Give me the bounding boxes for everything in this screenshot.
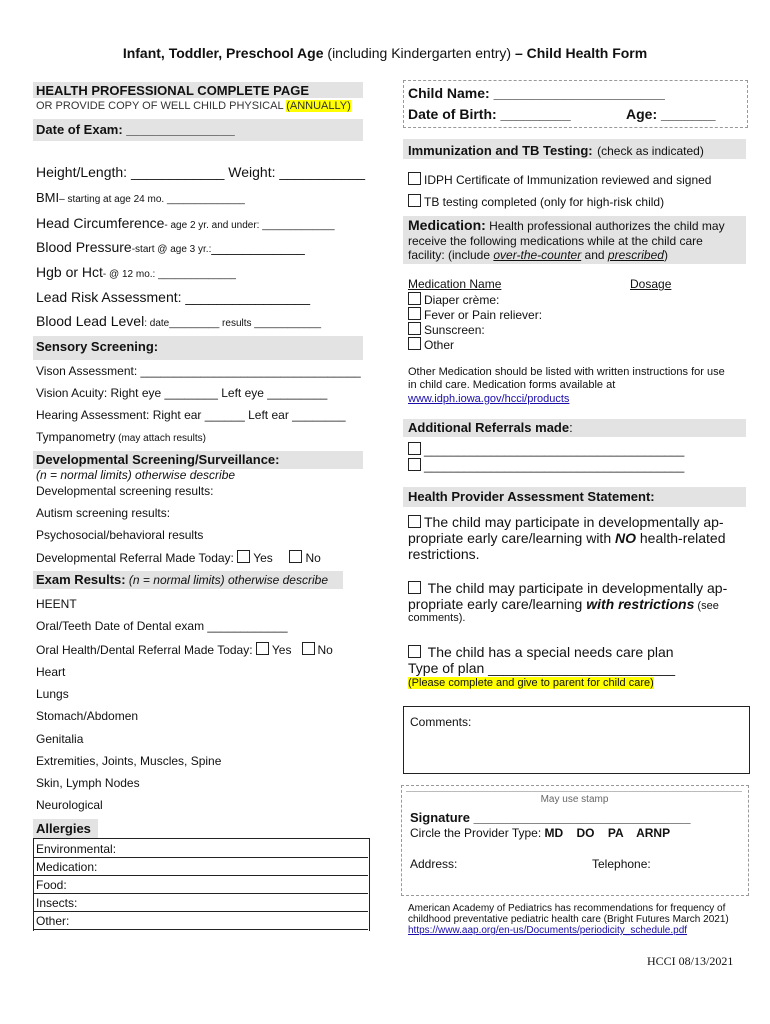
other-med-note-2: in child care. Medication forms available at — [408, 379, 616, 391]
with-restrictions-checkbox[interactable] — [408, 581, 421, 594]
other-med-note-1: Other Medication should be listed with written instructions for use — [408, 366, 725, 378]
sunscreen-checkbox[interactable] — [408, 322, 421, 335]
dev-referral-row: Developmental Referral Made Today: Yes No — [36, 551, 321, 565]
hp-heading: HEALTH PROFESSIONAL COMPLETE PAGE — [36, 83, 310, 98]
dev-results-field[interactable]: Developmental screening results: — [36, 484, 214, 498]
referral-row-1: _______________________________________ — [408, 442, 684, 457]
dev-referral-yes-checkbox[interactable] — [237, 550, 250, 563]
tympanometry-field[interactable]: Tympanometry (may attach results) — [36, 430, 206, 444]
med-other-row: Other — [408, 337, 454, 352]
oral-referral-no-checkbox[interactable] — [302, 642, 315, 655]
stmt-restrictions-1: The child may participate in developmentally ap- — [408, 580, 727, 596]
height-weight-field[interactable]: Height/Length: ____________ Weight: ___________ — [36, 164, 366, 180]
referral-2-checkbox[interactable] — [408, 458, 421, 471]
genitalia-field[interactable]: Genitalia — [36, 732, 84, 746]
referral-row-2: _______________________________________ — [408, 458, 684, 473]
child-name-field[interactable]: Child Name: ______________________ — [408, 85, 665, 101]
med-sunscreen-row: Sunscreen: — [408, 322, 485, 337]
age-field[interactable]: Age: _______ — [626, 106, 716, 122]
hearing-field[interactable]: Hearing Assessment: Right ear ______ Left ear ________ — [36, 408, 346, 422]
provider-type-row: Circle the Provider Type: MD DO PA ARNP — [410, 826, 671, 840]
stmt-special-needs-1: The child has a special needs care plan — [408, 644, 674, 660]
dosage-header: Dosage — [630, 277, 672, 291]
special-needs-checkbox[interactable] — [408, 645, 421, 658]
fever-reliever-checkbox[interactable] — [408, 307, 421, 320]
extremities-field[interactable]: Extremities, Joints, Muscles, Spine — [36, 754, 222, 768]
heent-field[interactable]: HEENT — [36, 597, 77, 611]
referrals-heading: Additional Referrals made: — [408, 420, 573, 435]
hp-subheading: OR PROVIDE COPY OF WELL CHILD PHYSICAL (ANNUALLY) — [36, 100, 351, 112]
hpa-heading: Health Provider Assessment Statement: — [408, 489, 655, 504]
medication-text-3: facility: (include over-the-counter and prescribed) — [408, 248, 668, 262]
medication-text-2: receive the following medications while at the child care — [408, 234, 703, 248]
neurological-field[interactable]: Neurological — [36, 798, 103, 812]
dob-field[interactable]: Date of Birth: _________ — [408, 106, 571, 122]
heart-field[interactable]: Heart — [36, 665, 66, 679]
type-of-plan-field[interactable]: Type of plan ________________________ — [408, 660, 676, 676]
head-circumference-field[interactable]: Head Circumference- age 2 yr. and under: _____________ — [36, 215, 335, 231]
dev-note: (n = normal limits) otherwise describe — [36, 468, 236, 482]
stomach-field[interactable]: Stomach/Abdomen — [36, 709, 139, 723]
allergy-insects-field[interactable]: Insects: — [33, 894, 368, 912]
stamp-divider — [406, 791, 742, 792]
med-fever-row: Fever or Pain reliever: — [408, 307, 542, 322]
hgb-field[interactable]: Hgb or Hct- @ 12 mo.: ______________ — [36, 264, 236, 280]
dev-referral-no-checkbox[interactable] — [289, 550, 302, 563]
bmi-field[interactable]: BMI– starting at age 24 mo. ______________ — [36, 190, 245, 205]
oral-referral-row: Oral Health/Dental Referral Made Today: Yes No — [36, 643, 333, 657]
stmt-no-restrictions-3: restrictions. — [408, 546, 480, 562]
referral-1-checkbox[interactable] — [408, 442, 421, 455]
med-diaper-row: Diaper crème: — [408, 292, 499, 307]
psychosocial-field[interactable]: Psychosocial/behavioral results — [36, 528, 204, 542]
allergies-heading: Allergies — [36, 821, 91, 836]
diaper-creme-checkbox[interactable] — [408, 292, 421, 305]
stamp-label: May use stamp — [540, 794, 609, 805]
tb-checkbox[interactable] — [408, 194, 421, 207]
tb-row: TB testing completed (only for high-risk child) — [408, 194, 664, 209]
telephone-field[interactable]: Telephone: — [592, 857, 651, 871]
vision-acuity-field[interactable]: Vision Acuity: Right eye ________ Left eye _________ — [36, 386, 328, 400]
stmt-no-restrictions-1: The child may participate in developmentally ap- — [408, 514, 724, 530]
allergy-medication-field[interactable]: Medication: — [33, 858, 368, 876]
signature-field[interactable]: Signature ______________________________ — [410, 810, 691, 825]
aap-note-2: childhood preventative pediatric health care (Bright Futures March 2021) — [408, 914, 729, 925]
dev-heading: Developmental Screening/Surveillance: — [36, 452, 280, 467]
allergy-food-field[interactable]: Food: — [33, 876, 368, 894]
idph-row: IDPH Certificate of Immunization reviewed and signed — [408, 172, 711, 187]
blood-pressure-field[interactable]: Blood Pressure-start @ age 3 yr.:____________ — [36, 239, 305, 255]
stmt-restrictions-3: comments). — [408, 612, 466, 624]
vision-assessment-field[interactable]: Vison Assessment: _________________________________ — [36, 364, 361, 378]
medication-heading: Medication: Health professional authorizes the child may — [408, 217, 725, 233]
skin-field[interactable]: Skin, Lymph Nodes — [36, 776, 140, 790]
stmt-no-restrictions-2: propriate early care/learning with NO health-related — [408, 530, 726, 546]
lungs-field[interactable]: Lungs — [36, 687, 69, 701]
allergy-other-field[interactable]: Other: — [33, 912, 368, 930]
oral-referral-yes-checkbox[interactable] — [256, 642, 269, 655]
autism-field[interactable]: Autism screening results: — [36, 506, 171, 520]
blood-lead-field[interactable]: Blood Lead Level: date_________ results ____________ — [36, 313, 322, 329]
form-title: Infant, Toddler, Preschool Age (including Kindergarten entry) – Child Health Form — [122, 45, 648, 61]
no-restrictions-checkbox[interactable] — [408, 515, 421, 528]
dental-exam-field[interactable]: Oral/Teeth Date of Dental exam ____________ — [36, 619, 288, 633]
aap-note-1: American Academy of Pediatrics has recommendations for frequency of — [408, 903, 726, 914]
date-of-exam-field[interactable]: Date of Exam: _______________ — [36, 122, 235, 137]
comments-label: Comments: — [410, 715, 472, 729]
idph-checkbox[interactable] — [408, 172, 421, 185]
footer-code: HCCI 08/13/2021 — [647, 954, 734, 968]
sensory-heading: Sensory Screening: — [36, 339, 159, 354]
stmt-restrictions-2: propriate early care/learning with restrictions (see — [408, 596, 719, 612]
allergy-environmental-field[interactable]: Environmental: — [33, 840, 368, 858]
other-med-checkbox[interactable] — [408, 337, 421, 350]
address-field[interactable]: Address: — [410, 857, 458, 871]
aap-link[interactable]: https://www.aap.org/en-us/Documents/periodicity_schedule.pdf — [408, 925, 688, 936]
imm-heading: Immunization and TB Testing: (check as indicated) — [408, 143, 704, 158]
special-needs-note: (Please complete and give to parent for child care) — [408, 677, 654, 689]
idph-link[interactable]: www.idph.iowa.gov/hcci/products — [408, 393, 570, 405]
lead-risk-field[interactable]: Lead Risk Assessment: ________________ — [36, 289, 310, 305]
exam-heading: Exam Results: (n = normal limits) otherwise describe — [36, 572, 328, 587]
provider-type-options[interactable]: MD DO PA ARNP — [544, 826, 671, 840]
medication-name-header: Medication Name — [408, 277, 502, 291]
